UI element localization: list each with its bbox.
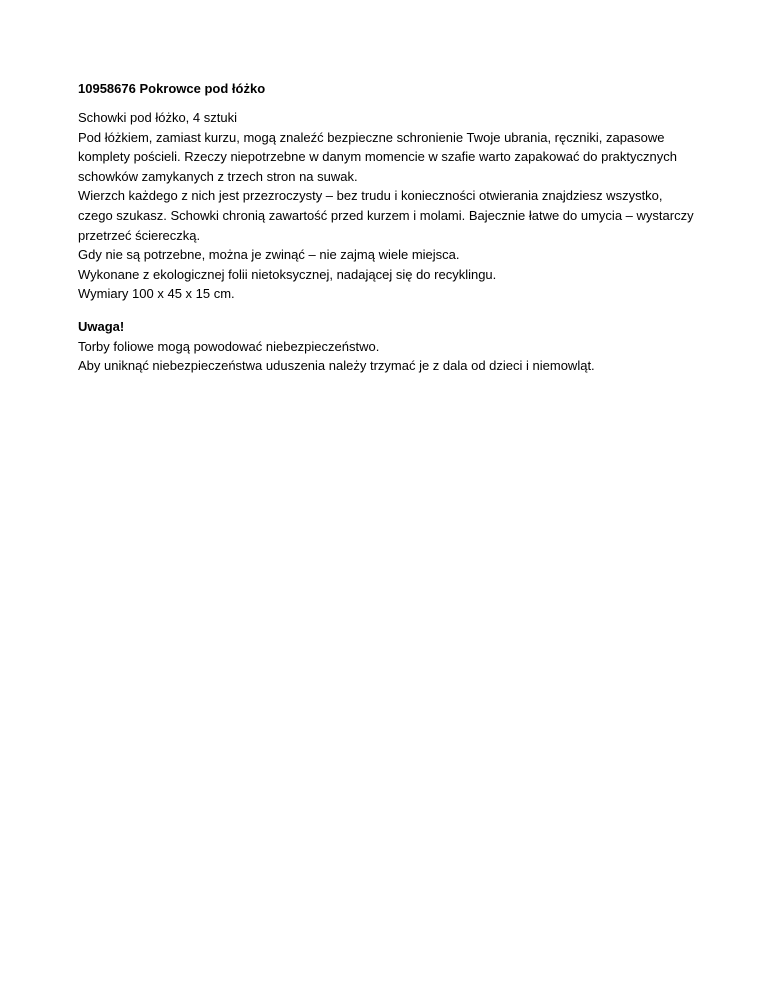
document-title: 10958676 Pokrowce pod łóżko xyxy=(78,81,266,96)
document-page xyxy=(78,78,698,376)
description-line-6: Wymiary 100 x 45 x 15 cm. xyxy=(78,286,235,302)
description-line-5: Wykonane z ekologicznej folii nietoksycznej, nadającej się do recyklingu. xyxy=(78,266,497,282)
section-spacer xyxy=(78,304,698,317)
warning-line-2: Aby uniknąć niebezpieczeństwa uduszenia należy trzymać je z dala od dzieci i niemowląt. xyxy=(78,358,595,374)
warning-line-1: Torby foliowe mogą powodować niebezpieczeństwo. xyxy=(78,338,380,354)
description-line-4: Gdy nie są potrzebne, można je zwinąć – nie zajmą wiele miejsca. xyxy=(78,247,460,263)
description-line-3: Wierzch każdego z nich jest przezroczysty – bez trudu i konieczności otwierania znajdziesz wszystko, czego szukasz. Schowki chronią zawartość przed kurzem i molami. Bajecznie łatwe do umycia – wystarczy przetrzeć ściereczką. xyxy=(78,188,694,243)
description-line-2: Pod łóżkiem, zamiast kurzu, mogą znaleźć bezpieczne schronienie Twoje ubrania, ręczniki, zapasowe komplety pościeli. Rzeczy niepotrzebne w danym momencie w szafie warto zapakować do praktycznych schowków zamykanych z trzech stron na suwak. xyxy=(78,129,677,184)
warning-heading: Uwaga! xyxy=(78,318,125,334)
description-line-1: Schowki pod łóżko, 4 sztuki xyxy=(78,110,237,125)
